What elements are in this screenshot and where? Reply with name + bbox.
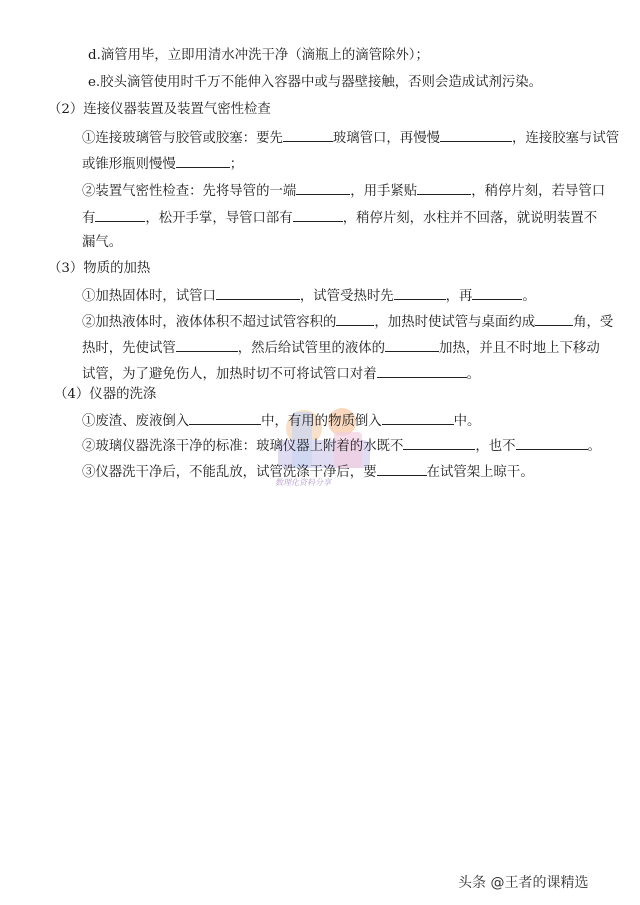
line-e: e.胶头滴管使用时千万不能伸入容器中或与器壁接触，否则会造成试剂污染。: [88, 75, 543, 90]
wash-line-2: ②玻璃仪器洗涤干净的标准：玻璃仪器上附着的水既不 ，也不 。: [82, 436, 601, 456]
heading-3: （3）物质的加热: [48, 261, 151, 276]
connect-line-1: ①连接玻璃管与胶管或胶塞：要先 玻璃管口，再慢慢 ，连接胶塞与试管: [82, 128, 619, 148]
watermark-text: 数理化资料分享: [275, 478, 331, 487]
airtight-line-3: 漏气。: [82, 235, 123, 250]
wash-line-1: ①废渣、废液倒入 中，有用的物质倒入 中。: [82, 411, 480, 431]
connect-line-2: 或锥形瓶则慢慢 ；: [82, 154, 243, 174]
footer-credit: 头条 @王者的课精选: [458, 875, 589, 891]
heat-solid-line: ①加热固体时，试管口 ，试管受热时先 ，再 。: [82, 286, 536, 306]
heat-liquid-line-2: 热时，先使试管 ，然后给试管里的液体的 加热，并且不时地上下移动: [82, 338, 600, 358]
wash-line-3: ③仪器洗干净后，不能乱放，试管洗涤干净后，要 在试管架上晾干。: [82, 462, 534, 482]
heading-4: （4）仪器的洗涤: [54, 387, 157, 402]
airtight-line-2: 有 ，松开手掌，导管口部有 ，稍停片刻，水柱并不回落，就说明装置不: [82, 208, 597, 228]
airtight-line-1: ②装置气密性检查：先将导管的一端 ，用手紧贴 ，稍停片刻，若导管口: [82, 181, 605, 201]
heat-liquid-line-3: 试管，为了避免伤人，加热时切不可将试管口对着 。: [82, 364, 480, 384]
heading-2: （2）连接仪器装置及装置气密性检查: [48, 102, 271, 117]
line-d: d.滴管用毕，立即用清水冲洗干净（滴瓶上的滴管除外）；: [88, 48, 429, 63]
heat-liquid-line-1: ②加热液体时，液体体积不超过试管容积的 ，加热时使试管与桌面约成 角，受: [82, 312, 613, 332]
